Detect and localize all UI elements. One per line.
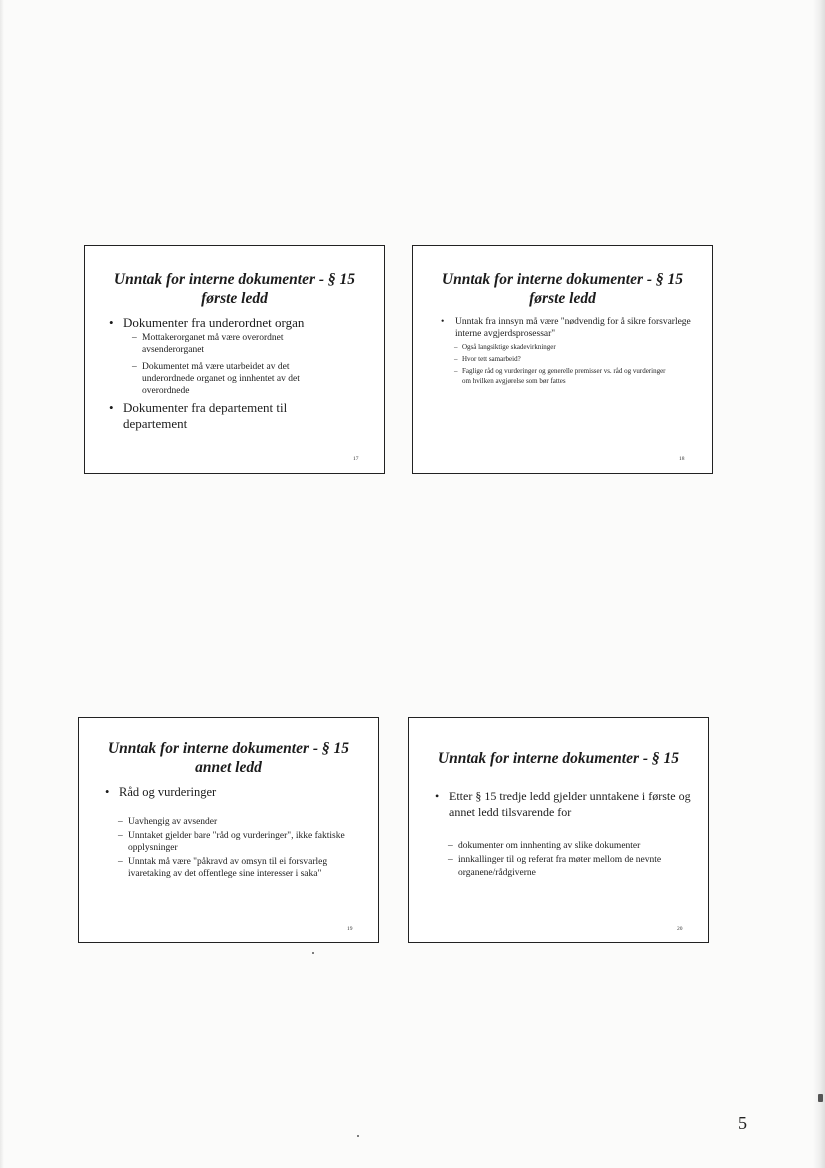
scan-edge-right	[813, 0, 825, 1168]
slide-20	[408, 717, 709, 943]
slide-title: Unntak for interne dokumenter - § 15	[437, 750, 680, 767]
sub-bullet: – Uavhengig av avsender	[118, 816, 348, 828]
slide-number: 19	[347, 926, 353, 932]
page-number: 5	[738, 1113, 747, 1133]
slide-subtitle: første ledd	[529, 290, 596, 307]
slide-number: 17	[353, 456, 359, 462]
bullet: • Dokumenter fra departement til departement	[109, 400, 323, 432]
slide-title: Unntak for interne dokumenter - § 15	[107, 740, 350, 757]
sub-bullet: – Faglige råd og vurderinger og generelle premisser vs. råd og vurderinger om hvilken avgjørelse som bør fattes	[454, 366, 676, 386]
bullet: • Dokumenter fra underordnet organ	[109, 315, 372, 331]
scan-speck	[818, 1094, 823, 1102]
sub-bullet: – Også langsiktige skadevirkninger	[454, 342, 676, 352]
sub-bullet: – Mottakerorganet må være overordnet avsenderorganet	[132, 332, 332, 356]
bullet: • Etter § 15 tredje ledd gjelder unntakene i første og annet ledd tilsvarende for	[435, 788, 699, 820]
slide-title: Unntak for interne dokumenter - § 15	[113, 271, 356, 288]
slide-17	[84, 245, 385, 474]
sub-bullet: – dokumenter om innhenting av slike dokumenter	[448, 840, 688, 853]
sub-bullet: – Unntaket gjelder bare "råd og vurderinger", ikke faktiske opplysninger	[118, 830, 348, 854]
slide-number: 20	[677, 926, 683, 932]
sub-bullet: – innkallinger til og referat fra møter mellom de nevnte organene/rådgiverne	[448, 854, 688, 880]
slide-number: 18	[679, 456, 685, 462]
slide-subtitle: annet ledd	[195, 759, 262, 776]
slide-19	[78, 717, 379, 943]
bullet: • Råd og vurderinger	[105, 784, 366, 800]
scan-speck	[357, 1135, 359, 1137]
sub-bullet: – Unntak må være "påkravd av omsyn til ei forsvarleg ivaretaking av det offentlege sine interesser i saka"	[118, 856, 348, 880]
sub-bullet: – Dokumentet må være utarbeidet av det underordnede organet og innhentet av det overordnede	[132, 361, 332, 397]
bullet: • Unntak fra innsyn må være "nødvendig for å sikre forsvarlege interne avgjerdsprosessar"	[441, 316, 705, 340]
slide-18	[412, 245, 713, 474]
scan-edge-left	[0, 0, 4, 1168]
slide-subtitle: første ledd	[201, 290, 268, 307]
scan-speck	[312, 952, 314, 954]
slide-title: Unntak for interne dokumenter - § 15	[441, 271, 684, 288]
sub-bullet: – Hvor tett samarbeid?	[454, 354, 676, 364]
